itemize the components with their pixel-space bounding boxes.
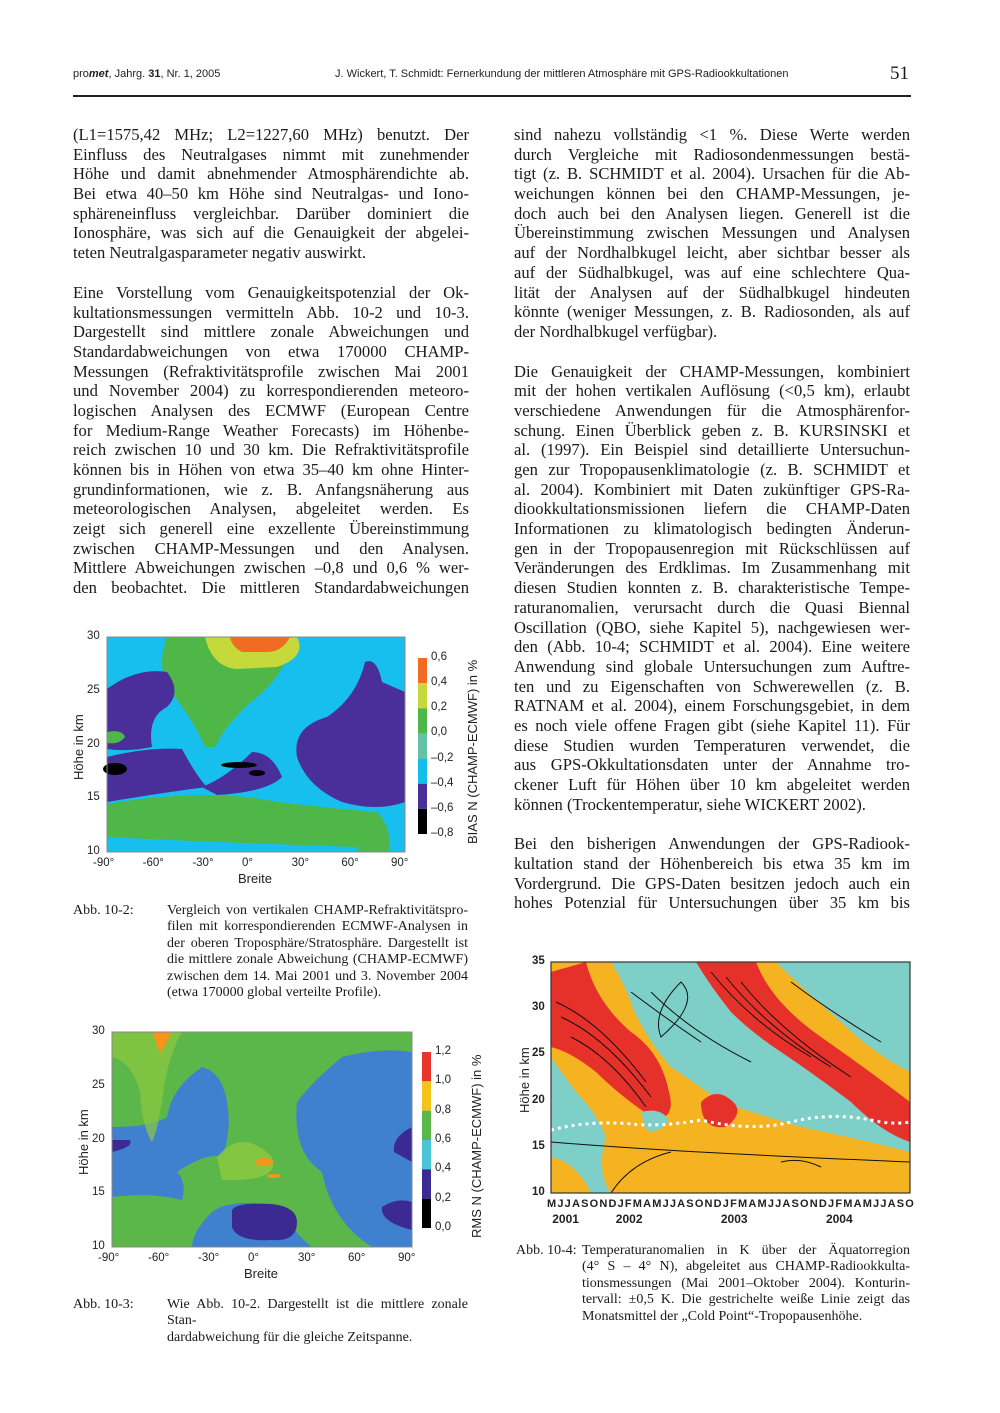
figure-10-2-caption xyxy=(73,903,468,1001)
x-tick-label: 90° xyxy=(398,1252,416,1264)
text-line: Ionosphäre, was sich auf die Genauigkeit der abgelei- xyxy=(73,223,469,243)
contour-region-orange-center-2 xyxy=(267,1174,281,1178)
caption-line: tervall: ±0,5 K. Die gestrichelte weiße Linie zeigt das xyxy=(582,1292,910,1308)
x-tick-label: 30° xyxy=(291,857,310,869)
month-tick-label: N xyxy=(599,1198,608,1210)
text-line: lität der Analysen auf der Südhalbkugel hindeuten xyxy=(514,282,910,302)
text-line: weichungen können bei den CHAMP-Messungen, je- xyxy=(514,184,910,204)
month-tick-label: J xyxy=(617,1198,624,1210)
text-line: Anwendung sind globale Untersuchungen zum Auftre- xyxy=(514,656,910,676)
text-line: verschiedene Anwendungen für die Atmosphärenfor- xyxy=(514,400,910,420)
month-tick-label: A xyxy=(643,1198,652,1210)
text-line: for Medium-Range Weather Forecasts) im Höhenbe- xyxy=(73,420,469,440)
month-axis xyxy=(547,1198,914,1210)
y-axis-label: Höhe in km xyxy=(76,1108,91,1175)
month-tick-label: J xyxy=(722,1198,729,1210)
text-line: (L1=1575,42 MHz; L2=1227,60 MHz) benutzt. Der xyxy=(73,125,469,144)
colorbar-tick-label: –0,8 xyxy=(431,827,454,839)
text-line: den beobachtet. Die mittleren Standardabweichungen xyxy=(73,578,469,598)
month-tick-label: O xyxy=(905,1198,914,1210)
colorbar-tick-label: 0,4 xyxy=(431,676,447,689)
text-line: diookkultationsmissionen liefern die CHAMP-Daten xyxy=(514,499,910,519)
x-tick-label: -90° xyxy=(93,857,115,869)
caption-text xyxy=(167,1297,468,1346)
text-line: grundinformationen, wie z. B. Anfangsnäherung aus xyxy=(73,479,469,499)
y-tick-label: 15 xyxy=(92,1186,105,1199)
y-tick-label: 10 xyxy=(92,1240,105,1252)
x-axis-label: Breite xyxy=(244,1266,278,1281)
month-tick-label: A xyxy=(853,1198,862,1210)
y-tick-label: 25 xyxy=(87,683,100,696)
x-tick-label: -90° xyxy=(98,1252,120,1264)
colorbar-segment xyxy=(422,1140,431,1169)
text-line: könnte (weniger Messungen, z. B. Radiosonden, als auf xyxy=(514,302,910,322)
text-line: raturanomalien, verursacht durch die Quasi Biennal xyxy=(514,597,910,617)
text-line: meteorologischen Analysen, abgeleitet werden. Es xyxy=(73,499,469,519)
text-line: diesen Studien konnten z. B. charakteristische Tempe- xyxy=(514,578,910,598)
x-tick-label: 30° xyxy=(298,1252,316,1264)
colorbar-tick-label: 0,6 xyxy=(435,1133,451,1145)
caption-line: Monatsmittel der „Cold Point“-Tropopausenhöhe. xyxy=(582,1308,863,1324)
figure-10-3 xyxy=(70,1020,484,1290)
text-line: al. 2004). Kombiniert mit Daten zukünftiger GPS-Ra- xyxy=(514,479,910,499)
paragraph xyxy=(73,125,469,263)
month-tick-label: A xyxy=(571,1198,580,1210)
caption-line: tionsmessungen (Mai 2001–Oktober 2004). Konturin- xyxy=(582,1275,910,1291)
caption-text xyxy=(582,1243,910,1325)
figure-10-4 xyxy=(510,950,920,1230)
journal-name-prefix: pro xyxy=(73,68,89,80)
colorbar-tick-label: 0,0 xyxy=(431,726,447,739)
month-tick-label: S xyxy=(686,1198,694,1210)
colorbar-segment xyxy=(422,1199,431,1228)
contour-region-orange-center xyxy=(255,1158,273,1166)
text-line: zwischen CHAMP-Messungen und den Analysen. xyxy=(73,538,469,558)
text-line: logischen Analysen des ECMWF (European Centre xyxy=(73,400,469,420)
header-rule xyxy=(73,95,911,97)
month-tick-label: M xyxy=(843,1198,853,1210)
x-tick-label: 0° xyxy=(248,1252,259,1264)
year-tick-label: 2002 xyxy=(615,1212,643,1226)
caption-label: Abb. 10-4: xyxy=(516,1243,577,1258)
text-line: durch Vergleiche mit Radiosondenmessungen bestä- xyxy=(514,144,910,164)
colorbar-segment xyxy=(422,1081,431,1110)
paragraph xyxy=(514,362,910,815)
month-tick-label: J xyxy=(767,1198,774,1210)
y-tick-label: 30 xyxy=(532,1001,545,1014)
figure-10-3-caption xyxy=(73,1297,468,1346)
y-tick-label: 25 xyxy=(92,1078,105,1091)
month-tick-label: M xyxy=(547,1198,557,1210)
running-title: J. Wickert, T. Schmidt: Fernerkundung der mittleren Atmosphäre mit GPS-Radiookkultationen xyxy=(335,68,789,80)
text-line: Die Genauigkeit der CHAMP-Messungen, kombiniert xyxy=(514,361,910,381)
contour-region-purple-center xyxy=(232,1204,297,1241)
page-number: 51 xyxy=(890,63,909,84)
month-tick-label: J xyxy=(669,1198,676,1210)
month-tick-label: A xyxy=(887,1198,896,1210)
year-tick-label: 2004 xyxy=(825,1212,853,1226)
colorbar-tick-label: 0,6 xyxy=(431,651,447,663)
colorbar-segment xyxy=(418,784,427,809)
text-line: al. (1997). Ein Beispiel sind detaillierte Untersuchun- xyxy=(514,440,910,460)
caption-text xyxy=(167,903,468,1001)
month-tick-label: J xyxy=(662,1198,669,1210)
figure-10-3-plot xyxy=(70,1020,480,1290)
colorbar-tick-label: 1,2 xyxy=(435,1045,451,1057)
text-line: aus GPS-Okkultationsdaten unter der Annahme tro- xyxy=(514,755,910,775)
journal-citation xyxy=(73,68,220,80)
text-line: Bei etwa 40–50 km Höhe sind Neutralgas- und Iono- xyxy=(73,184,469,204)
caption-line: (4° S – 4° N), abgeleitet aus CHAMP-Radiookkulta- xyxy=(582,1259,910,1275)
y-tick-label: 10 xyxy=(532,1186,545,1198)
month-tick-label: F xyxy=(624,1198,632,1210)
month-tick-label: D xyxy=(713,1198,722,1210)
figure-10-4-plot xyxy=(510,950,920,1230)
text-line: Dargestellt sind mittlere zonale Abweichungen und xyxy=(73,322,469,342)
text-line: können bis in Höhen von etwa 35–40 km ohne Hinter- xyxy=(73,460,469,479)
journal-issue: , Nr. 1, 2005 xyxy=(160,68,221,80)
month-tick-label: F xyxy=(835,1198,843,1210)
text-line: den (Abb. 10-4; SCHMIDT et al. 2004). Eine weitere xyxy=(514,637,910,657)
text-line: gen in der Tropopausenregion mit Rückschlüssen auf xyxy=(514,538,910,558)
x-tick-label: -30° xyxy=(198,1252,220,1264)
text-line: ten und zu Eigenschaften von Schwerewellen (z. B. xyxy=(514,676,910,696)
text-line: auf der Nordhalbkugel leicht, aber sichtbar besser als xyxy=(514,243,910,263)
month-tick-label: J xyxy=(775,1198,782,1210)
text-line: diese Studien wurden Temperaturen verwendet, die xyxy=(514,735,910,755)
month-tick-label: F xyxy=(730,1198,737,1210)
text-line: schung. Einen Überblick geben z. B. KURSINSKI et xyxy=(514,420,910,440)
colorbar-label: RMS N (CHAMP-ECMWF) in % xyxy=(469,1054,484,1238)
month-tick-label: M xyxy=(862,1198,872,1210)
text-line: sind nahezu vollständig <1 %. Diese Werte werden xyxy=(514,125,910,144)
colorbar-tick-label: 0,2 xyxy=(435,1191,451,1204)
caption-line: Temperaturanomalien in K über der Äquatorregion xyxy=(582,1243,910,1258)
month-tick-label: J xyxy=(828,1198,835,1210)
caption-line: Wie Abb. 10-2. Dargestellt ist die mittlere zonale Stan- xyxy=(167,1297,468,1329)
month-tick-label: A xyxy=(782,1198,791,1210)
year-tick-label: 2003 xyxy=(720,1212,748,1226)
caption-line: die mittlere zonale Abweichung (CHAMP-ECMWF) xyxy=(167,952,468,968)
month-tick-label: O xyxy=(589,1198,599,1210)
month-tick-label: M xyxy=(632,1198,642,1210)
x-tick-label: 0° xyxy=(242,857,253,869)
text-line: Vordergrund. Die GPS-Daten besitzen jedoch auch ein xyxy=(514,873,910,893)
caption-label: Abb. 10-2: xyxy=(73,903,134,918)
colorbar-tick-label: –0,4 xyxy=(431,776,454,789)
y-tick-label: 20 xyxy=(532,1093,545,1106)
text-line: reich zwischen 10 und 30 km. Die Refraktivitätsprofile xyxy=(73,440,469,460)
month-tick-label: A xyxy=(748,1198,757,1210)
text-line: zeigt sich generell eine exzellente Übereinstimmung xyxy=(73,519,469,539)
journal-year-label: , Jahrg. xyxy=(108,68,149,80)
month-tick-label: D xyxy=(608,1198,617,1210)
month-tick-label: O xyxy=(800,1198,809,1210)
colorbar xyxy=(422,1052,431,1228)
text-line: ckener Luft für Höhen über 10 km abgeleitet werden xyxy=(514,775,910,794)
month-tick-label: D xyxy=(818,1198,827,1210)
y-tick-label: 10 xyxy=(87,845,100,857)
text-line: doch auch bei den Analysen liegen. Generell ist die xyxy=(514,203,910,223)
text-line: RATNAM et al. 2004), einem Forschungsgebiet, in dem xyxy=(514,696,910,716)
text-line: teten Neutralgasparameter negativ auswirkt. xyxy=(73,243,367,263)
contour-region-black-center-2 xyxy=(249,770,265,776)
caption-line: filen mit korrespondierenden ECMWF-Analysen in xyxy=(167,919,468,935)
colorbar-segment xyxy=(418,658,427,683)
paragraph xyxy=(514,834,910,913)
x-tick-label: -30° xyxy=(192,857,214,869)
colorbar-tick-label: 1,0 xyxy=(435,1074,451,1087)
colorbar-segment xyxy=(418,759,427,784)
left-column xyxy=(73,125,469,618)
month-tick-label: J xyxy=(880,1198,887,1210)
year-tick-label: 2001 xyxy=(552,1212,579,1226)
y-tick-label: 30 xyxy=(92,1025,105,1037)
y-tick-label: 20 xyxy=(92,1132,105,1145)
month-tick-label: N xyxy=(704,1198,713,1210)
text-line: Oscillation (QBO, siehe Kapitel 5), nachgewiesen wer- xyxy=(514,617,910,637)
month-tick-label: A xyxy=(677,1198,686,1210)
text-line: kultationsmessungen vermitteln Abb. 10-2 und 10-3. xyxy=(73,302,469,322)
caption-line: dardabweichung für die gleiche Zeitspanne. xyxy=(167,1329,413,1345)
colorbar-tick-label: –0,2 xyxy=(431,751,454,764)
month-tick-label: J xyxy=(873,1198,880,1210)
text-line: auf der Südhalbkugel, was auf eine schlechtere Qua- xyxy=(514,262,910,282)
y-tick-label: 30 xyxy=(87,630,100,642)
y-axis-label: Höhe in km xyxy=(71,713,86,780)
journal-name-italic: met xyxy=(88,68,109,80)
caption-line: Vergleich von vertikalen CHAMP-Refraktivitätspro- xyxy=(167,903,468,918)
y-tick-label: 15 xyxy=(87,791,100,804)
text-line: sphäreneinfluss vergleichbar. Darüber dominiert die xyxy=(73,203,469,223)
x-tick-label: 90° xyxy=(391,857,409,869)
colorbar-segment xyxy=(418,683,427,708)
y-axis-label: Höhe in km xyxy=(517,1046,532,1113)
colorbar-segment xyxy=(418,733,427,758)
colorbar-tick-label: 0,4 xyxy=(435,1162,451,1175)
text-line: Messungen (Refraktivitätsprofile zwischen Mai 2001 xyxy=(73,361,469,381)
figure-10-2 xyxy=(70,625,480,895)
colorbar-label: BIAS N (CHAMP-ECMWF) in % xyxy=(465,659,480,844)
colorbar xyxy=(418,658,427,834)
month-tick-label: M xyxy=(738,1198,748,1210)
month-tick-label: S xyxy=(581,1198,589,1210)
text-line: Informationen zu klimatologisch bedingten Änderun- xyxy=(514,519,910,539)
colorbar-tick-label: 0,2 xyxy=(431,701,447,714)
paragraph xyxy=(73,283,469,598)
text-line: Höhe und damit abnehmender Atmosphärendichte ab. xyxy=(73,164,469,184)
colorbar-tick-label: 0,0 xyxy=(435,1221,451,1233)
text-line: es noch viele offene Fragen gibt (siehe Kapitel 11). Für xyxy=(514,715,910,735)
text-line: Mittlere Abweichungen zwischen –0,8 und 0,6 % wer- xyxy=(73,558,469,578)
x-axis-label: Breite xyxy=(238,871,272,886)
colorbar-segment xyxy=(422,1052,431,1081)
text-line: können (Trockentemperatur, siehe WICKERT 2002). xyxy=(514,794,866,814)
text-line: Einfluss des Neutralgases nimmt mit zunehmender xyxy=(73,144,469,164)
text-line: und November 2004) zu korrespondierenden meteoro- xyxy=(73,381,469,401)
text-line: Veränderungen des Erdklimas. Im Zusammenhang mit xyxy=(514,558,910,578)
y-tick-label: 15 xyxy=(532,1139,545,1152)
month-tick-label: S xyxy=(791,1198,799,1210)
colorbar-tick-label: –0,6 xyxy=(431,801,454,814)
colorbar-tick-label: 0,8 xyxy=(435,1103,451,1116)
y-tick-label: 20 xyxy=(87,737,100,750)
colorbar-segment xyxy=(422,1111,431,1140)
right-column xyxy=(514,125,910,933)
text-line: mit der hohen vertikalen Auflösung (<0,5 km), erlaubt xyxy=(514,381,910,401)
caption-label: Abb. 10-3: xyxy=(73,1297,134,1312)
month-tick-label: S xyxy=(896,1198,905,1210)
text-line: Bei den bisherigen Anwendungen der GPS-Radiook- xyxy=(514,834,910,854)
caption-line: (etwa 170000 global verteilte Profile). xyxy=(167,985,382,1001)
text-line: Eine Vorstellung vom Genauigkeitspotenzial der Ok- xyxy=(73,282,469,302)
x-tick-label: -60° xyxy=(148,1252,170,1264)
x-tick-label: 60° xyxy=(348,1252,366,1264)
text-line: Standardabweichungen von etwa 170000 CHAMP- xyxy=(73,341,469,361)
month-tick-label: J xyxy=(564,1198,571,1210)
colorbar-segment xyxy=(418,809,427,834)
text-line: gen zur Tropopausenklimatologie (z. B. SCHMIDT et xyxy=(514,460,910,479)
figure-10-2-plot xyxy=(70,625,480,895)
colorbar-segment xyxy=(422,1169,431,1198)
contour-region-black-center xyxy=(221,762,257,768)
text-line: der Nordhalbkugel verfügbar). xyxy=(514,321,718,341)
caption-line: der oberen Troposphäre/Stratosphäre. Dargestellt ist xyxy=(167,935,468,951)
y-tick-label: 25 xyxy=(532,1047,545,1060)
text-line: tigt (z. B. SCHMIDT et al. 2004). Ursachen für die Ab- xyxy=(514,164,910,184)
paragraph xyxy=(514,125,910,342)
figure-10-4-caption xyxy=(516,1243,910,1325)
text-line: Übereinstimmung zwischen Messungen und Analysen xyxy=(514,223,910,243)
text-line: hohes Potenzial für Untersuchungen über 35 km bis xyxy=(514,893,910,913)
text-line: kultation stand der Höhenbereich bis etwa 35 km im xyxy=(514,854,910,874)
month-tick-label: J xyxy=(557,1198,564,1210)
y-tick-label: 35 xyxy=(532,955,545,967)
month-tick-label: N xyxy=(809,1198,818,1210)
month-tick-label: M xyxy=(652,1198,662,1210)
caption-line: zwischen dem 14. Mai 2001 und 3. November 2004 xyxy=(167,968,468,984)
month-tick-label: O xyxy=(694,1198,704,1210)
journal-volume: 31 xyxy=(148,68,161,80)
x-tick-label: 60° xyxy=(341,857,359,869)
month-tick-label: M xyxy=(757,1198,767,1210)
x-tick-label: -60° xyxy=(142,857,164,869)
colorbar-segment xyxy=(418,708,427,733)
